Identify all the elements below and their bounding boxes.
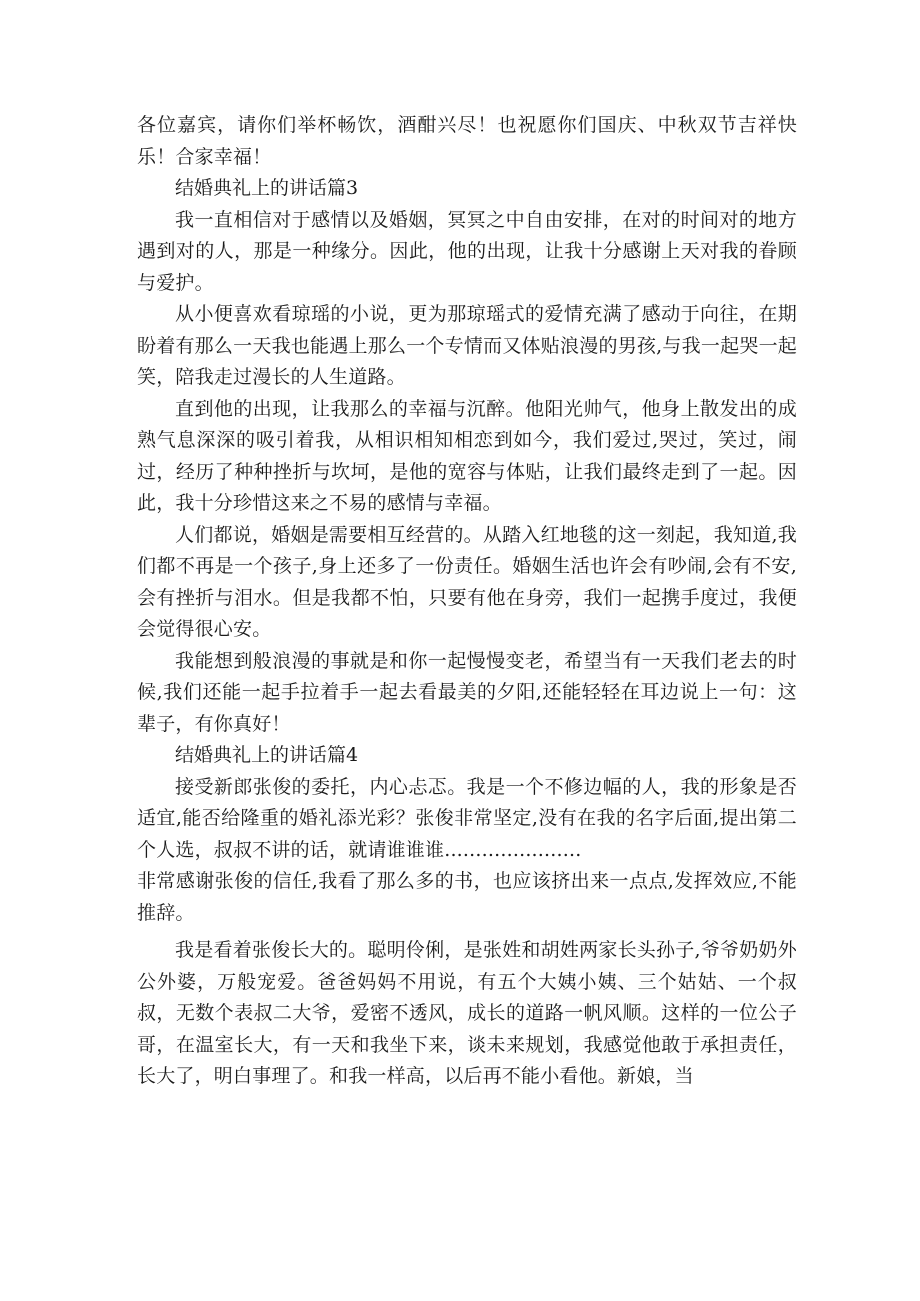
paragraph: 我是看着张俊长大的。聪明伶俐，是张姓和胡姓两家长头孙子,爷爷奶奶外公外婆，万般宠爱。爸爸妈妈不用说，有五个大姨小姨、三个姑姑、一个叔叔，无数个表叔二大爷，爱密不透风，成长的道路一帆风顺。这样的一位公子哥，在温室长大，有一天和我坐下来，谈未来规划，我感觉他敢于承担责任，长大了，明白事理了。和我一样高，以后再不能小看他。新娘，当 xyxy=(137,939,797,1087)
paragraph: 直到他的出现，让我那么的幸福与沉醉。他阳光帅气，他身上散发出的成熟气息深深的吸引着我，从相识相知相恋到如今，我们爱过,哭过，笑过，闹过，经历了种种挫折与坎坷，是他的宽容与体贴，让我们最终走到了一起。因此，我十分珍惜这来之不易的感情与幸福。 xyxy=(137,397,797,514)
paragraph: 各位嘉宾，请你们举杯畅饮，酒酣兴尽！也祝愿你们国庆、中秋双节吉祥快乐！合家幸福！ xyxy=(137,114,797,168)
document-page xyxy=(137,110,797,1093)
paragraph: 我能想到般浪漫的事就是和你一起慢慢变老，希望当有一天我们老去的时候,我们还能一起手拉着手一起去看最美的夕阳,还能轻轻在耳边说上一句：这辈子，有你真好！ xyxy=(137,649,797,735)
paragraph: 接受新郎张俊的委托，内心忐忑。我是一个不修边幅的人，我的形象是否适宜,能否给隆重的婚礼添光彩？张俊非常坚定,没有在我的名字后面,提出第二个人选，叔叔不讲的话，就请谁谁谁...................... xyxy=(137,775,797,861)
section-heading: 结婚典礼上的讲话篇3 xyxy=(175,177,359,199)
paragraph: 我一直相信对于感情以及婚姻，冥冥之中自由安排，在对的时间对的地方遇到对的人，那是一种缘分。因此，他的出现，让我十分感谢上天对我的眷顾与爱护。 xyxy=(137,208,797,294)
section-heading: 结婚典礼上的讲话篇4 xyxy=(175,744,359,766)
paragraph: 非常感谢张俊的信任,我看了那么多的书，也应该挤出来一点点,发挥效应,不能推辞。 xyxy=(137,870,797,924)
paragraph: 人们都说，婚姻是需要相互经营的。从踏入红地毯的这一刻起，我知道,我们都不再是一个孩子,身上还多了一份责任。婚姻生活也许会有吵闹,会有不安,会有挫折与泪水。但是我都不怕，只要有他在身旁，我们一起携手度过，我便会觉得很心安。 xyxy=(137,523,797,640)
paragraph: 从小便喜欢看琼瑶的小说，更为那琼瑶式的爱情充满了感动于向往，在期盼着有那么一天我也能遇上那么一个专情而又体贴浪漫的男孩,与我一起哭一起笑，陪我走过漫长的人生道路。 xyxy=(137,303,797,388)
